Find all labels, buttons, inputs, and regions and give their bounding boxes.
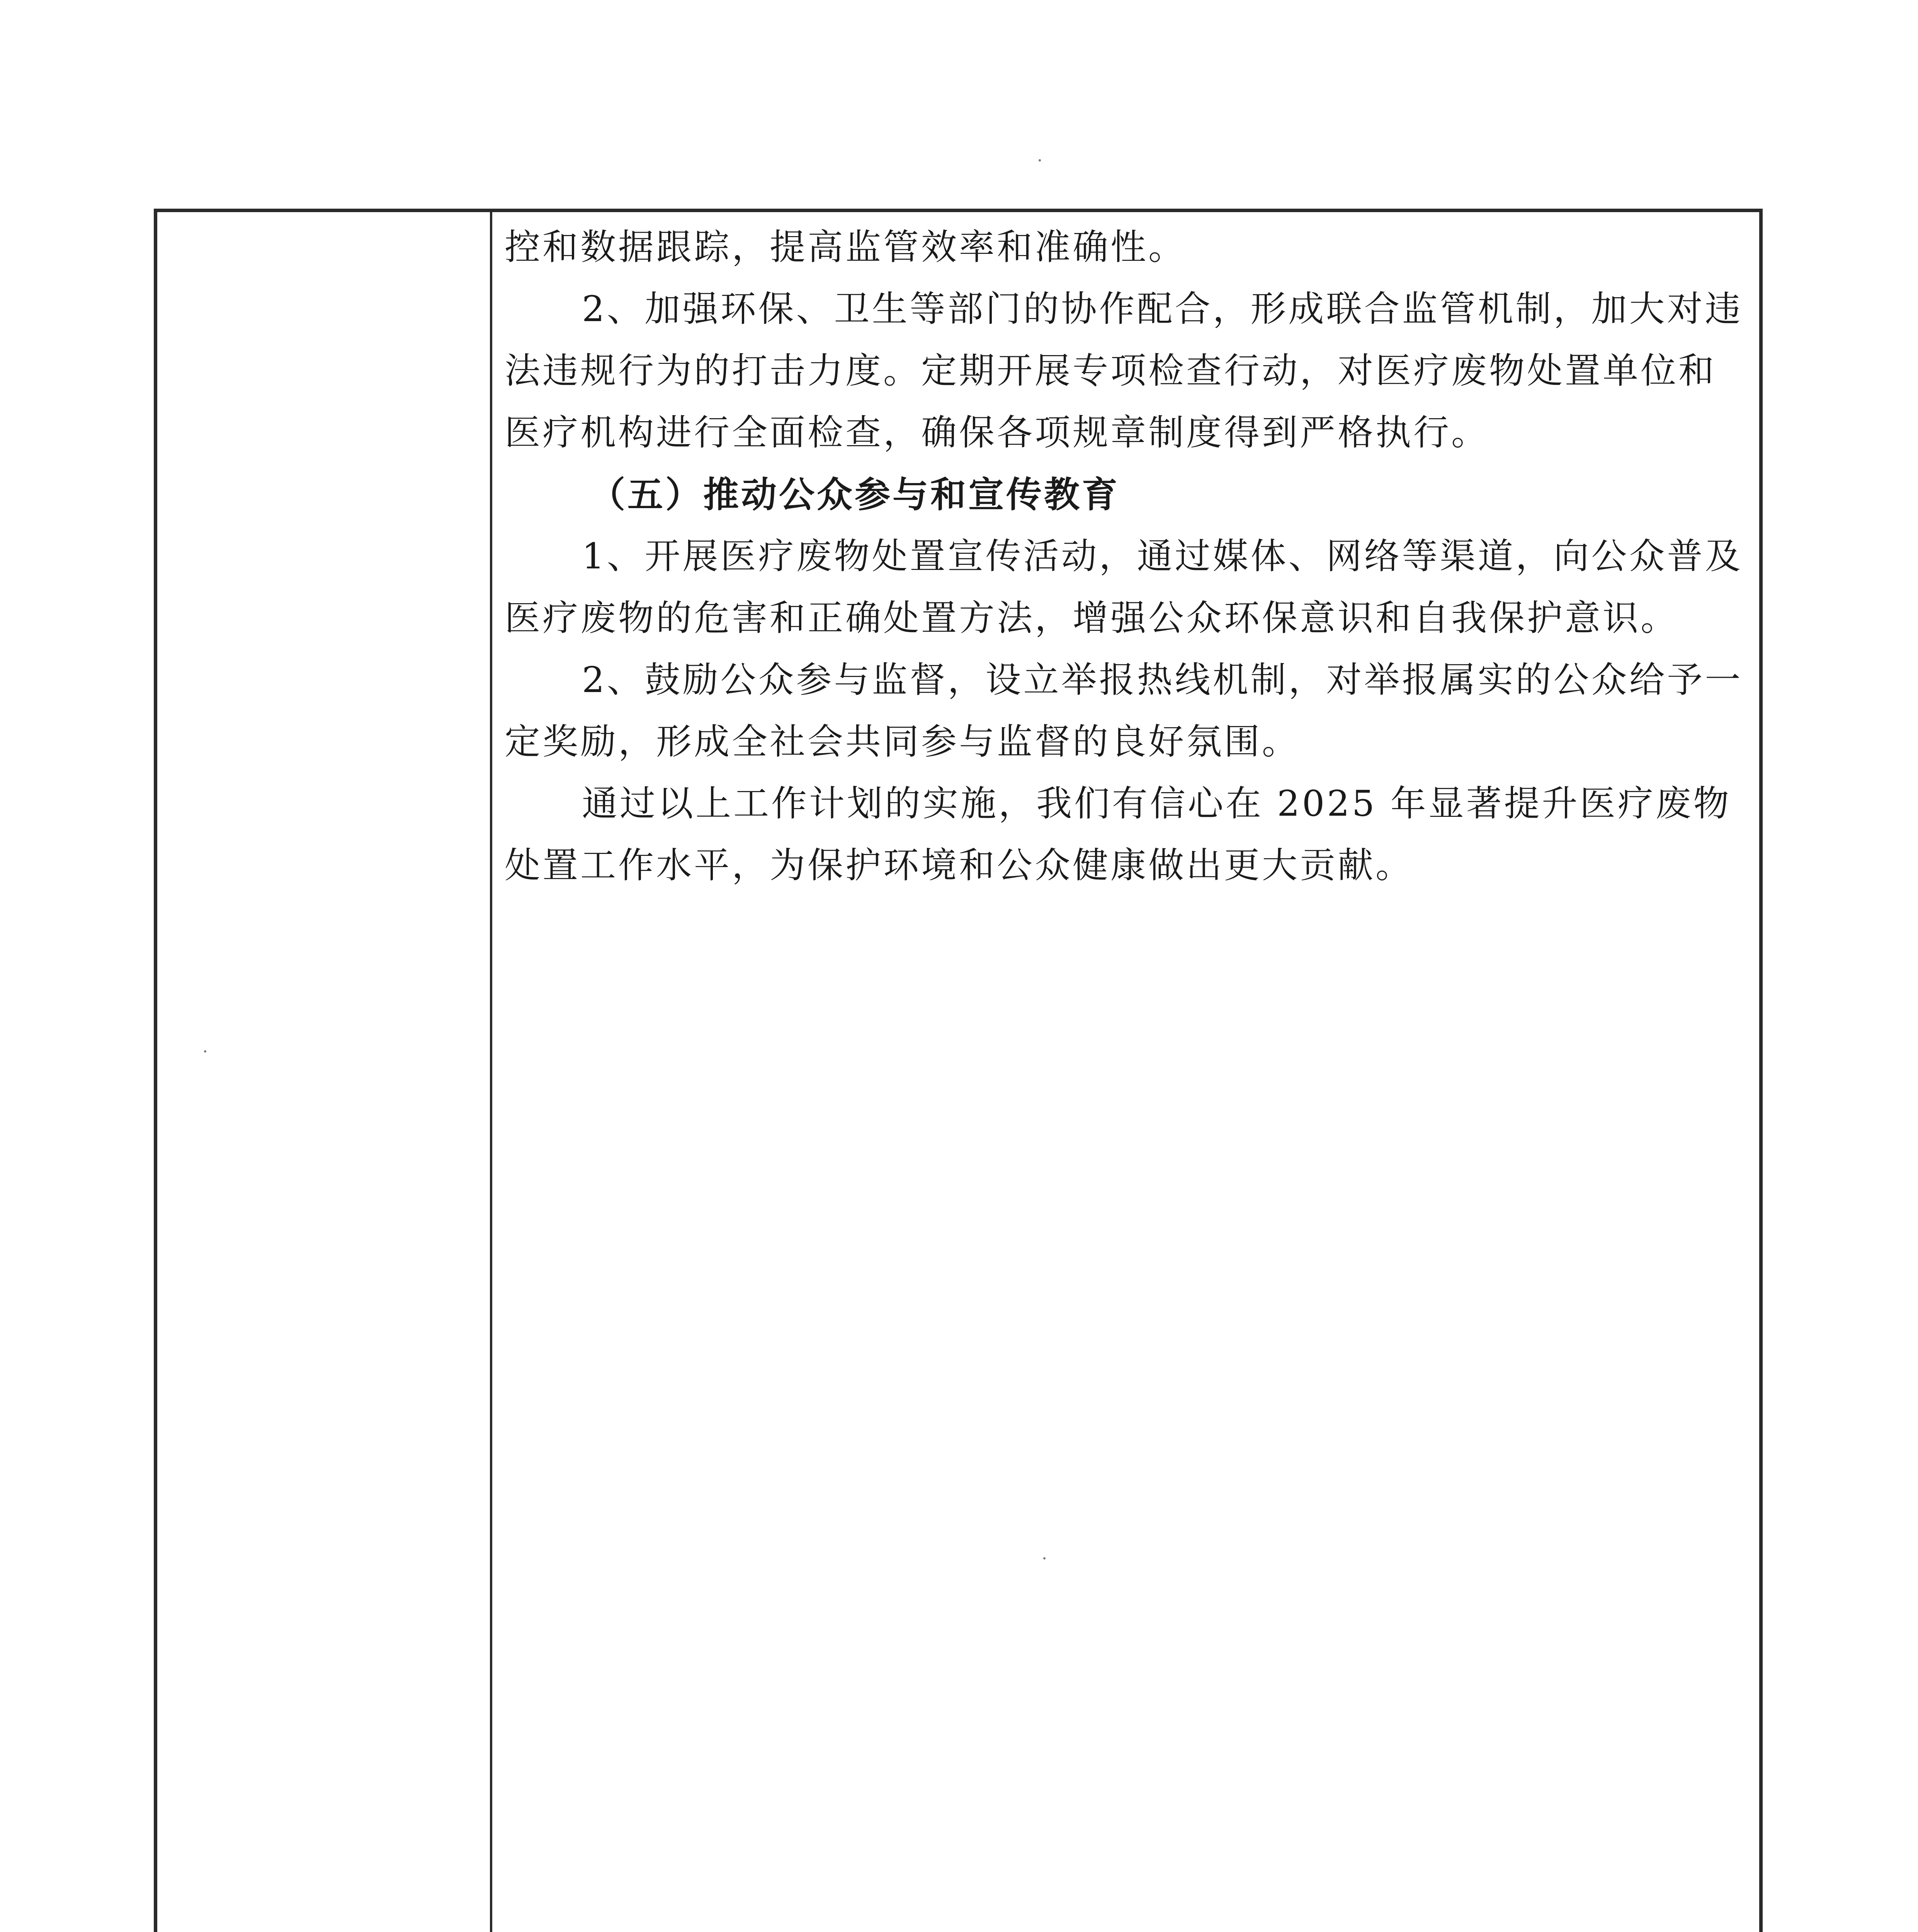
paragraph-line: 处置工作水平，为保护环境和公众健康做出更大贡献。 bbox=[505, 845, 1414, 886]
paragraph-line: 法违规行为的打击力度。定期开展专项检查行动，对医疗废物处置单位和 bbox=[505, 350, 1717, 391]
scan-speck bbox=[1043, 1557, 1046, 1560]
document-body bbox=[505, 216, 1745, 896]
scan-speck bbox=[204, 1050, 206, 1053]
paragraph-line: 医疗机构进行全面检查，确保各项规章制度得到严格执行。 bbox=[505, 412, 1490, 453]
paragraph-line: 通过以上工作计划的实施，我们有信心在 2025 年显著提升医疗废物 bbox=[582, 783, 1731, 824]
paragraph-line: 1、开展医疗废物处置宣传活动，通过媒体、网络等渠道，向公众普及 bbox=[582, 536, 1743, 577]
scan-speck bbox=[1039, 159, 1041, 162]
paragraph-line: 2、加强环保、卫生等部门的协作配合，形成联合监管机制，加大对违 bbox=[582, 288, 1743, 330]
paragraph-line: 定奖励，形成全社会共同参与监督的良好氛围。 bbox=[505, 721, 1300, 762]
paragraph-line: 医疗废物的危害和正确处置方法，增强公众环保意识和自我保护意识。 bbox=[505, 597, 1679, 639]
table-column-divider bbox=[490, 209, 492, 1932]
section-heading: （五）推动公众参与和宣传教育 bbox=[590, 474, 1120, 515]
paragraph-line: 2、鼓励公众参与监督，设立举报热线机制，对举报属实的公众给予一 bbox=[582, 659, 1743, 701]
paragraph-line: 控和数据跟踪，提高监管效率和准确性。 bbox=[505, 226, 1187, 268]
